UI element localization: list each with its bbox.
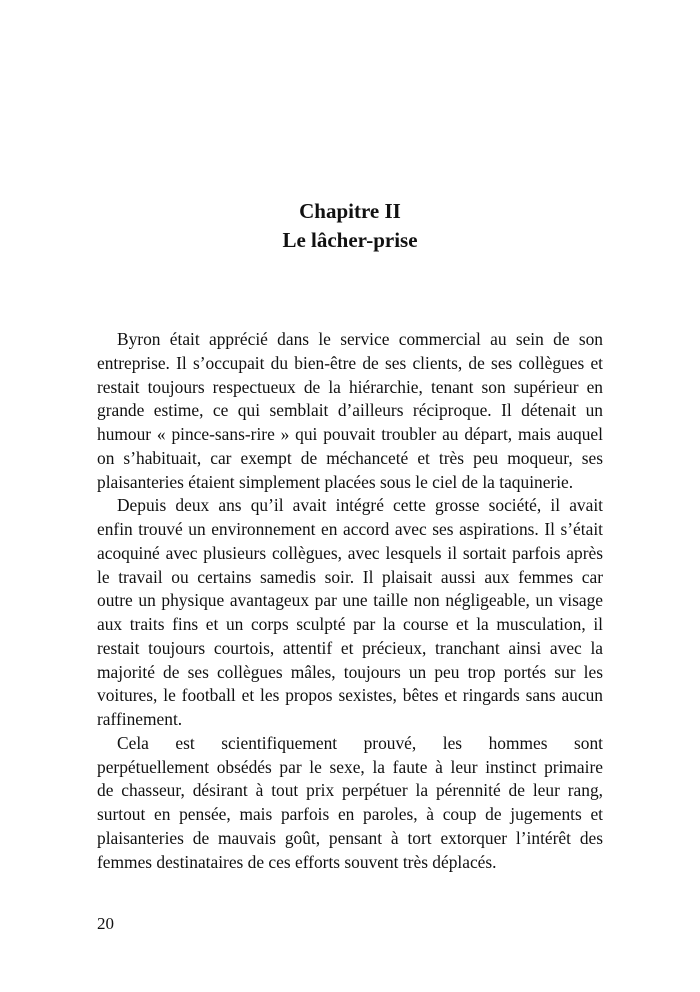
paragraph: [97, 494, 603, 732]
text-line: entreprise. Il s’occupait du bien-être de ses clients, de ses collègues et: [97, 352, 603, 373]
text-line: enfin trouvé un environnement en accord avec ses aspirations. Il s’était: [97, 519, 603, 539]
text-line: surtout en pensée, mais parfois en paroles, à coup de jugements et: [97, 804, 603, 824]
text-line: on s’habituait, car exempt de méchanceté et très peu moqueur, ses: [97, 447, 603, 468]
paragraph: [97, 732, 603, 875]
text-line: femmes destinataires de ces efforts souvent très déplacés.: [97, 851, 497, 872]
chapter-body: [97, 328, 603, 874]
text-line: aux traits fins et un corps sculpté par la course et la musculation, il: [97, 614, 603, 634]
chapter-number: Chapitre II: [299, 199, 401, 223]
page-number: 20: [97, 914, 114, 933]
text-line: perpétuellement obsédés par le sexe, la faute à leur instinct primaire: [97, 756, 603, 777]
text-line: acoquiné avec plusieurs collègues, avec lesquels il sortait parfois après: [97, 542, 603, 563]
text-line: raffinement.: [97, 709, 183, 729]
text-line: majorité de ses collègues mâles, toujours un peu trop portés sur les: [97, 661, 603, 682]
text-line: outre un physique avantageux par une taille non négligeable, un visage: [97, 590, 603, 611]
paragraph: [97, 328, 603, 494]
text-line: Byron était apprécié dans le service commercial au sein de son: [117, 329, 603, 349]
text-line: Cela est scientifiquement prouvé, les hommes sont: [117, 732, 603, 753]
text-line: restait toujours courtois, attentif et précieux, tranchant ainsi avec la: [97, 637, 603, 658]
text-line: de chasseur, désirant à tout prix perpétuer la pérennité de leur rang,: [97, 780, 603, 801]
text-line: plaisanteries étaient simplement placées sous le ciel de la taquinerie.: [97, 471, 574, 492]
text-line: restait toujours respectueux de la hiérarchie, tenant son supérieur en: [97, 376, 603, 397]
text-line: Depuis deux ans qu’il avait intégré cette grosse société, il avait: [117, 495, 603, 516]
text-line: plaisanteries de mauvais goût, pensant à tort extorquer l’intérêt des: [97, 827, 603, 848]
text-line: voitures, le football et les propos sexistes, bêtes et ringards sans aucun: [97, 685, 603, 706]
text-line: humour « pince-sans-rire » qui pouvait troubler au départ, mais auquel: [97, 424, 603, 444]
text-line: le travail ou certains samedis soir. Il plaisait aussi aux femmes car: [97, 566, 603, 587]
chapter-title: Le lâcher-prise: [282, 228, 418, 252]
text-line: grande estime, ce qui semblait d’ailleurs réciproque. Il détenait un: [97, 400, 603, 421]
